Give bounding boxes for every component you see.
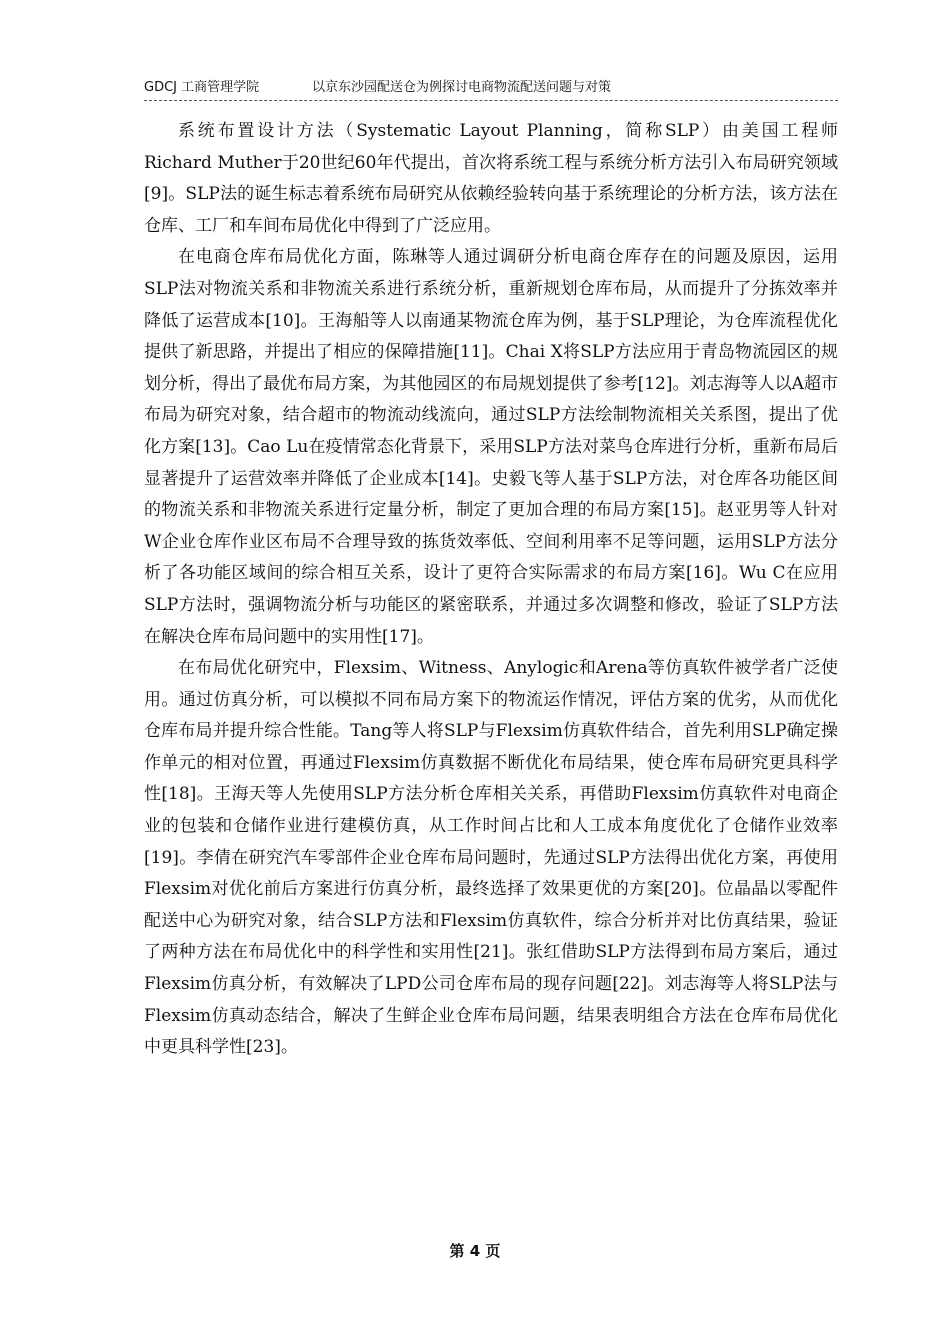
header-institution: GDCJ 工商管理学院 [144, 80, 260, 95]
paragraph-2: 在电商仓库布局优化方面，陈琳等人通过调研分析电商仓库存在的问题及原因，运用SLP法对物流关系和非物流关系进行系统分析，重新规划仓库布局，从而提升了分拣效率并降低了运营成本[10]。王海船等人以南通某物流仓库为例，基于SLP理论，为仓库流程优化提供了新思路，并提出了相应的保障措施[11]。Chai X将SLP方法应用于青岛物流园区的规划分析，得出了最优布局方案，为其他园区的布局规划提供了参考[12]。刘志海等人以A超市布局为研究对象，结合超市的物流动线流向，通过SLP方法绘制物流相关关系图，提出了优化方案[13]。Cao Lu在疫情常态化背景下，采用SLP方法对菜鸟仓库进行分析，重新布局后显著提升了运营效率并降低了企业成本[14]。史毅飞等人基于SLP方法，对仓库各功能区间的物流关系和非物流关系进行定量分析，制定了更加合理的布局方案[15]。赵亚男等人针对W企业仓库作业区布局不合理导致的拣货效率低、空间利用率不足等问题，运用SLP方法分析了各功能区域间的综合相互关系，设计了更符合实际需求的布局方案[16]。Wu C在应用SLP方法时，强调物流分析与功能区的紧密联系，并通过多次调整和修改，验证了SLP方法在解决仓库布局问题中的实用性[17]。 [144, 247, 838, 647]
running-header [144, 78, 838, 101]
paragraph-3: 在布局优化研究中，Flexsim、Witness、Anylogic和Arena等仿真软件被学者广泛使用。通过仿真分析，可以模拟不同布局方案下的物流运作情况，评估方案的优劣，从而优化仓库布局并提升综合性能。Tang等人将SLP与Flexsim仿真软件结合，首先利用SLP确定操作单元的相对位置，再通过Flexsim仿真数据不断优化布局结果，使仓库布局研究更具科学性[18]。王海天等人先使用SLP方法分析仓库相关关系，再借助Flexsim仿真软件对电商企业的包装和仓储作业进行建模仿真，从工作时间占比和人工成本角度优化了仓储作业效率[19]。李倩在研究汽车零部件企业仓库布局问题时，先通过SLP方法得出优化方案，再使用Flexsim对优化前后方案进行仿真分析，最终选择了效果更优的方案[20]。位晶晶以零配件配送中心为研究对象，结合SLP方法和Flexsim仿真软件，综合分析并对比仿真结果，验证了两种方法在布局优化中的科学性和实用性[21]。张红借助SLP方法得到布局方案后，通过Flexsim仿真分析，有效解决了LPD公司仓库布局的现存问题[22]。刘志海等人将SLP法与Flexsim仿真动态结合，解决了生鲜企业仓库布局问题，结果表明组合方法在仓库布局优化中更具科学性[23]。 [144, 658, 838, 1058]
header-title: 以京东沙园配送仓为例探讨电商物流配送问题与对策 [312, 80, 612, 95]
body-text [144, 116, 838, 1064]
page-number: 第 4 页 [449, 1242, 501, 1260]
paragraph-1: 系统布置设计方法（Systematic Layout Planning，简称SLP）由美国工程师Richard Muther于20世纪60年代提出，首次将系统工程与系统分析方法引入布局研究领域[9]。SLP法的诞生标志着系统布局研究从依赖经验转向基于系统理论的分析方法，该方法在仓库、工厂和车间布局优化中得到了广泛应用。 [144, 121, 838, 236]
